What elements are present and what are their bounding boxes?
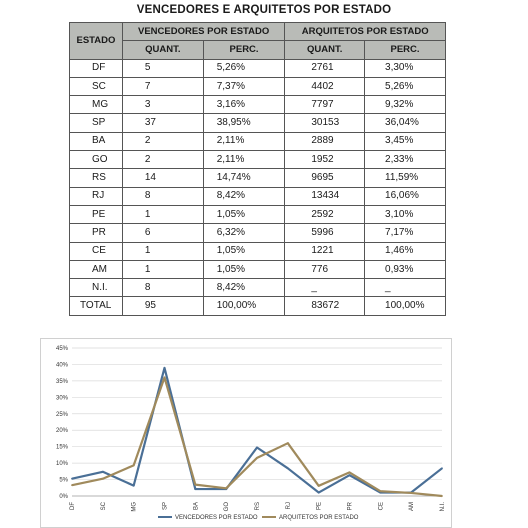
cell-vencedores-quant: 1	[122, 242, 203, 260]
data-point	[349, 472, 351, 474]
cell-estado: CE	[70, 242, 123, 260]
cell-arquitetos-quant: 1221	[285, 242, 365, 260]
x-tick-label: MG	[131, 502, 138, 512]
cell-vencedores-quant: 2	[122, 151, 203, 169]
cell-arquitetos-quant: 4402	[285, 77, 365, 95]
data-point	[164, 367, 166, 369]
cell-estado: GO	[70, 151, 123, 169]
y-tick-label: 5%	[59, 477, 68, 484]
data-point	[379, 490, 381, 492]
x-tick-label: DF	[70, 502, 76, 510]
cell-estado: BA	[70, 132, 123, 150]
cell-vencedores-quant: 6	[122, 224, 203, 242]
data-point	[102, 471, 104, 473]
data-point	[349, 474, 351, 476]
legend-label: ARQUITETOS POR ESTADO	[279, 515, 359, 521]
cell-vencedores-quant: 37	[122, 114, 203, 132]
cell-arquitetos-quant: 1952	[285, 151, 365, 169]
x-tick-label: RS	[255, 502, 261, 511]
cell-arquitetos-perc: 7,17%	[365, 224, 446, 242]
cell-vencedores-quant: 1	[122, 260, 203, 278]
cell-arquitetos-quant: 776	[285, 260, 365, 278]
cell-arquitetos-quant: 2761	[285, 59, 365, 77]
cell-estado: MG	[70, 96, 123, 114]
cell-vencedores-perc: 2,11%	[203, 132, 285, 150]
cell-arquitetos-perc: 11,59%	[365, 169, 446, 187]
cell-arquitetos-perc: 36,04%	[365, 114, 446, 132]
cell-arquitetos-quant: 9695	[285, 169, 365, 187]
cell-vencedores-perc: 8,42%	[203, 279, 285, 297]
cell-vencedores-perc: 38,95%	[203, 114, 285, 132]
data-point	[194, 484, 196, 486]
header-arquitetos: ARQUITETOS POR ESTADO	[285, 23, 446, 41]
data-point	[71, 478, 73, 480]
x-tick-label: CE	[378, 502, 385, 511]
y-tick-label: 30%	[55, 395, 68, 402]
data-point	[318, 485, 320, 487]
cell-estado: PE	[70, 205, 123, 223]
cell-arquitetos-perc: 0,93%	[365, 260, 446, 278]
cell-estado: RJ	[70, 187, 123, 205]
cell-arquitetos-perc: _	[365, 279, 446, 297]
cell-arquitetos-quant: 83672	[285, 297, 365, 315]
x-tick-label: N.I.	[440, 502, 446, 512]
cell-vencedores-perc: 14,74%	[203, 169, 285, 187]
y-tick-label: 25%	[55, 411, 68, 418]
cell-estado: SC	[70, 77, 123, 95]
cell-arquitetos-quant: 5996	[285, 224, 365, 242]
data-point	[164, 377, 166, 379]
page-title: VENCEDORES E ARQUITETOS POR ESTADO	[136, 4, 392, 16]
subheader-perc-2: PERC.	[365, 41, 446, 59]
cell-arquitetos-quant: _	[285, 279, 365, 297]
y-tick-label: 45%	[55, 346, 68, 352]
cell-arquitetos-perc: 16,06%	[365, 187, 446, 205]
data-point	[441, 467, 443, 469]
cell-vencedores-perc: 7,37%	[203, 77, 285, 95]
cell-estado: AM	[70, 260, 123, 278]
data-point	[71, 484, 73, 486]
header-estado: ESTADO	[70, 23, 123, 60]
cell-arquitetos-quant: 30153	[285, 114, 365, 132]
cell-vencedores-perc: 8,42%	[203, 187, 285, 205]
cell-vencedores-perc: 1,05%	[203, 242, 285, 260]
x-tick-label: PR	[347, 502, 354, 511]
data-point	[102, 478, 104, 480]
cell-estado: DF	[70, 59, 123, 77]
data-point	[287, 442, 289, 444]
cell-vencedores-quant: 5	[122, 59, 203, 77]
series-line-arquitetos	[72, 377, 442, 496]
data-point	[194, 488, 196, 490]
cell-vencedores-perc: 6,32%	[203, 224, 285, 242]
data-point	[133, 485, 135, 487]
x-tick-label: AM	[409, 502, 416, 511]
subheader-quant-1: QUANT.	[122, 41, 203, 59]
data-point	[133, 464, 135, 466]
y-tick-label: 40%	[55, 362, 68, 369]
cell-estado: N.I.	[70, 279, 123, 297]
header-vencedores: VENCEDORES POR ESTADO	[122, 23, 285, 41]
cell-estado: RS	[70, 169, 123, 187]
cell-vencedores-perc: 1,05%	[203, 260, 285, 278]
cell-arquitetos-quant: 2889	[285, 132, 365, 150]
cell-vencedores-quant: 8	[122, 279, 203, 297]
legend-label: VENCEDORES POR ESTADO	[175, 515, 258, 521]
data-point	[441, 495, 443, 497]
cell-arquitetos-perc: 9,32%	[365, 96, 446, 114]
cell-estado: PR	[70, 224, 123, 242]
cell-vencedores-quant: 7	[122, 77, 203, 95]
subheader-perc-1: PERC.	[203, 41, 285, 59]
cell-vencedores-perc: 5,26%	[203, 59, 285, 77]
cell-arquitetos-quant: 7797	[285, 96, 365, 114]
x-tick-label: GO	[224, 502, 231, 512]
cell-vencedores-quant: 3	[122, 96, 203, 114]
y-tick-label: 20%	[55, 428, 68, 435]
cell-vencedores-perc: 3,16%	[203, 96, 285, 114]
cell-arquitetos-perc: 5,26%	[365, 77, 446, 95]
subheader-quant-2: QUANT.	[285, 41, 365, 59]
cell-arquitetos-perc: 2,33%	[365, 151, 446, 169]
cell-arquitetos-perc: 3,45%	[365, 132, 446, 150]
data-point	[225, 487, 227, 489]
x-tick-label: SP	[162, 502, 169, 511]
cell-vencedores-quant: 8	[122, 187, 203, 205]
cell-arquitetos-perc: 3,30%	[365, 59, 446, 77]
data-point	[410, 492, 412, 494]
y-tick-label: 10%	[55, 461, 68, 468]
y-tick-label: 35%	[55, 378, 68, 385]
cell-arquitetos-perc: 3,10%	[365, 205, 446, 223]
data-point	[287, 467, 289, 469]
cell-vencedores-perc: 100,00%	[203, 297, 285, 315]
x-tick-label: RJ	[285, 502, 292, 510]
cell-arquitetos-perc: 100,00%	[365, 297, 446, 315]
x-tick-label: PE	[316, 502, 323, 511]
cell-vencedores-perc: 1,05%	[203, 205, 285, 223]
cell-estado: TOTAL	[70, 297, 123, 315]
cell-estado: SP	[70, 114, 123, 132]
cell-vencedores-quant: 14	[122, 169, 203, 187]
cell-vencedores-quant: 1	[122, 205, 203, 223]
data-point	[256, 457, 258, 459]
x-tick-label: BA	[193, 502, 200, 511]
x-tick-label: SC	[100, 502, 107, 511]
cell-arquitetos-quant: 2592	[285, 205, 365, 223]
y-tick-label: 0%	[59, 494, 68, 500]
cell-vencedores-quant: 2	[122, 132, 203, 150]
cell-arquitetos-quant: 13434	[285, 187, 365, 205]
cell-vencedores-quant: 95	[122, 297, 203, 315]
cell-vencedores-perc: 2,11%	[203, 151, 285, 169]
cell-arquitetos-perc: 1,46%	[365, 242, 446, 260]
data-point	[256, 447, 258, 449]
y-tick-label: 15%	[55, 444, 68, 451]
data-point	[318, 492, 320, 494]
